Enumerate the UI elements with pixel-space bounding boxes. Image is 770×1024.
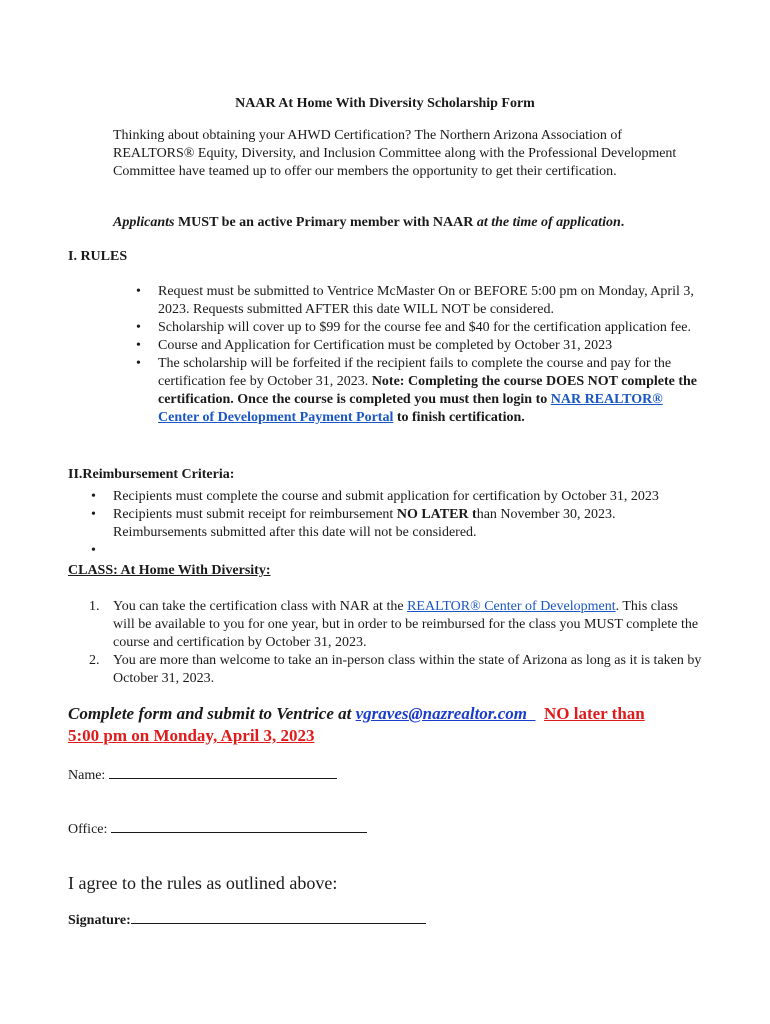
rule-text: Scholarship will cover up to $99 for the course fee and $40 for the certification application fee. [158,320,691,335]
bullet-icon: • [91,507,96,522]
submit-lead: Complete form and submit to Ventrice at [68,704,356,723]
list-item [89,598,703,652]
class-text: You are more than welcome to take an in-person class within the state of Arizona as long as it is taken by October 31, 2023. [113,653,702,686]
bullet-icon: • [136,338,141,353]
list-item [91,488,713,506]
list-item [136,319,703,337]
class-heading: CLASS: At Home With Diversity: [68,563,271,578]
rule-text: Course and Application for Certification must be completed by October 31, 2023 [158,338,613,353]
list-item [136,337,703,355]
bullet-icon: • [91,489,96,504]
signature-label: Signature: [68,913,131,928]
eligibility-period: . [620,215,625,230]
reimbursement-list [91,488,713,560]
rule-note: Note: Completing the course DOES NOT complete the certification. Once the course is completed you must then login to [158,374,698,407]
list-item [89,652,703,688]
email-link[interactable]: vgraves@nazrealtor.com [355,704,527,723]
deadline-text: NO later than [544,704,645,723]
class-list [89,598,703,688]
list-number: 1. [89,599,100,614]
deadline-date: 5:00 pm on Monday, April 3, 2023 [68,726,315,745]
rules-list [136,283,703,427]
list-item [91,542,713,560]
eligibility-timing: at the time of application [476,215,621,230]
criteria-text: Recipients must submit receipt for reimbursement [113,507,397,522]
office-label: Office: [68,822,111,837]
rule-text: Request must be submitted to Ventrice McMaster On or BEFORE 5:00 pm on Monday, April 3, 2023. Requests submitted AFTER this date WILL NOT be considered. [158,284,694,317]
eligibility-statement [113,214,713,232]
nar-payment-portal-link[interactable]: NAR REALTOR® Center of Development Payment Portal [158,392,663,425]
bullet-icon: • [91,543,96,558]
rules-heading: I. RULES [68,249,128,264]
reimbursement-heading: II.Reimbursement Criteria: [68,467,235,482]
rule-text: The scholarship will be forfeited if the recipient fails to complete the course and pay for the certification fee by October 31, 2023. [158,356,672,389]
email-underline-gap [527,704,536,723]
eligibility-applicants: Applicants [113,215,175,230]
bullet-icon: • [136,284,141,299]
class-text: You can take the certification class with NAR at the [113,599,408,614]
signature-field [68,911,426,930]
submit-instructions [68,703,708,747]
bullet-icon: • [136,356,141,371]
criteria-text: Recipients must complete the course and submit application for certification by October 31, 2023 [113,489,659,504]
office-field [68,820,367,839]
list-number: 2. [89,653,100,668]
name-label: Name: [68,768,109,783]
list-item [136,355,703,427]
list-item [136,283,703,319]
eligibility-requirement: MUST be an active Primary member with NAAR [174,215,477,230]
list-item [91,506,713,542]
bullet-icon: • [136,320,141,335]
name-field [68,766,337,785]
realtor-center-link[interactable]: REALTOR® Center of Development [407,599,616,614]
office-input-line[interactable] [111,820,367,833]
agreement-statement: I agree to the rules as outlined above: [68,873,338,893]
signature-input-line[interactable] [131,911,426,924]
criteria-text-end: han November 30, 2023. Reimbursements submitted after this date will not be considered. [113,507,616,540]
rule-note-end: to finish certification. [393,410,525,425]
form-title: NAAR At Home With Diversity Scholarship Form [235,96,535,111]
name-input-line[interactable] [109,766,337,779]
criteria-emphasis: NO LATER t [396,507,477,522]
intro-paragraph: Thinking about obtaining your AHWD Certification? The Northern Arizona Association of REALTORS® Equity, Diversity, and Inclusion Committee along with the Professional Development Committee have teamed up to offer our members the opportunity to get their certification. [113,128,677,179]
class-text-end: . This class will be available to you for one year, but in order to be reimbursed for the class you MUST complete the course and certification by October 31, 2023. [113,599,699,650]
